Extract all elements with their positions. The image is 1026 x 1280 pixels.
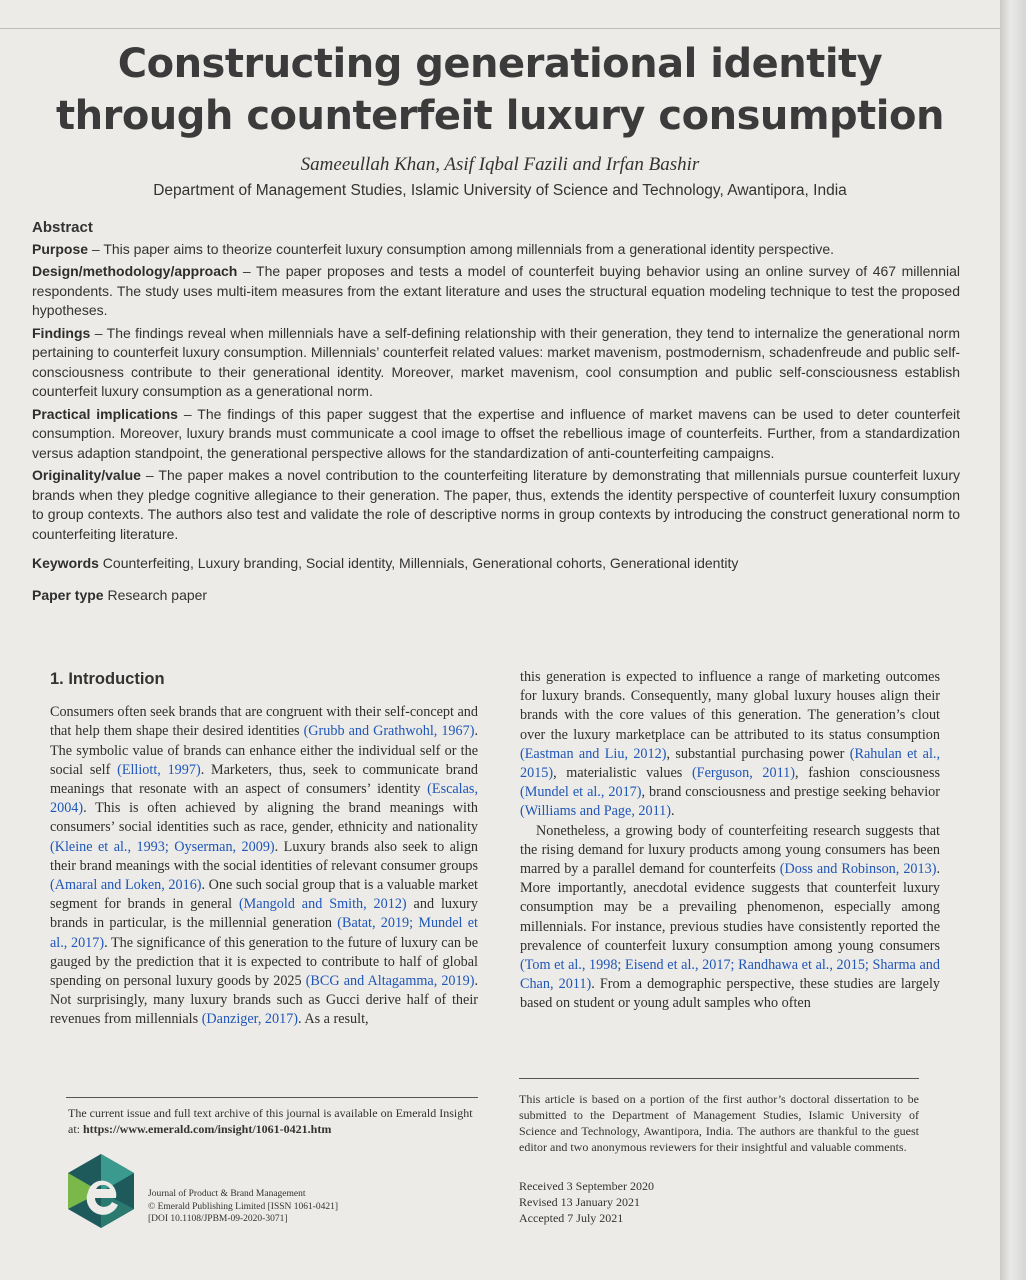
intro-heading: 1. Introduction [50, 670, 165, 688]
keywords-text: Counterfeiting, Luxury branding, Social identity, Millennials, Generational cohorts, Generational identity [98, 555, 739, 571]
citation-link[interactable]: (Mundel et al., 2017) [520, 784, 642, 801]
design-text: – The paper proposes and tests a model of counterfeit buying behavior using an online survey of 467 millennial respondents. The study uses multi-item measures from the extant literature and uses the structural equation modeling technique to test the proposed hypotheses. [32, 263, 960, 318]
originality-label: Originality/value [32, 467, 141, 483]
body-text: . This is often achieved by aligning the brand meanings with consumers’ social identities such as race, gender, ethnicity and nationality [50, 800, 478, 836]
intro-column-left [50, 670, 478, 1030]
journal-doi: [DOI 10.1108/JPBM-09-2020-3071] [148, 1214, 288, 1224]
body-text: , substantial purchasing power [666, 745, 850, 762]
abstract-heading: Abstract [32, 219, 93, 236]
archive-note-text: The current issue and full text archive of this journal is available on Emerald Insight at: [68, 1106, 473, 1136]
body-text: , fashion consciousness [795, 765, 940, 782]
top-rule [0, 28, 1000, 29]
archive-url-link[interactable]: https://www.emerald.com/insight/1061-0421.htm [83, 1122, 332, 1136]
abstract-originality [32, 466, 960, 544]
abstract-practical [32, 405, 960, 464]
abstract-findings [32, 324, 960, 402]
paper-type-text: Research paper [103, 586, 208, 603]
journal-publisher: © Emerald Publishing Limited [ISSN 1061-0421] [148, 1201, 339, 1212]
abstract-purpose [32, 240, 960, 260]
citation-link[interactable]: (Elliott, 1997) [117, 761, 201, 778]
body-text: . More importantly, anecdotal evidence suggests that counterfeit luxury consumption may be a prevailing phenomenon, especially among millennials. For instance, previous studies have consistently reported the prevalence of counterfeit luxury consumption among young consumers [520, 861, 940, 954]
author-affiliation: Department of Management Studies, Islamic University of Science and Technology, Awantipora, India [153, 182, 847, 199]
citation-link[interactable]: (Batat, 2019; Mundel et al., 2017) [50, 915, 478, 951]
screen-edge [1000, 0, 1026, 1280]
citation-link[interactable]: (Grubb and Grathwohl, 1967) [303, 723, 475, 740]
abstract-section [32, 218, 960, 608]
body-text: , brand consciousness and prestige seeking behavior [641, 784, 940, 801]
citation-link[interactable]: (Doss and Robinson, 2013) [779, 861, 937, 878]
citation-link[interactable]: (Ferguson, 2011) [691, 765, 795, 782]
body-text: Consumers often seek brands that are congruent with their self-concept and that help them shape their desired identities [50, 704, 478, 740]
paper-title: Constructing generational identity through counterfeit luxury consumption [56, 41, 944, 139]
keywords-label: Keywords [32, 555, 99, 571]
body-text: . The symbolic value of brands can enhance either the individual self or the social self [50, 723, 478, 778]
purpose-text: – This paper aims to theorize counterfeit luxury consumption among millennials from a generational identity perspective. [88, 240, 835, 257]
footnote-rule-left [66, 1097, 478, 1098]
article-dates [519, 1178, 819, 1226]
findings-label: Findings [32, 324, 91, 341]
paper-authors: Sameeullah Khan, Asif Iqbal Fazili and Irfan Bashir [300, 154, 700, 175]
citation-link[interactable]: (Kleine et al., 1993; Oyserman, 2009) [50, 838, 275, 855]
findings-text: – The findings reveal when millennials have a self-defining relationship with their generation, they tend to internalize the generational norm pertaining to counterfeit luxury consumption. Millennials’ counterfeit related values: market mavenism, postmodernism, schadenfreude and public self-consciousness contribute to their generational identity. Moreover, market mavenism, cool consumption and public self-consciousness establish counterfeit luxury consumption as a generational norm. [32, 324, 960, 399]
emerald-logo-icon [66, 1152, 136, 1230]
paper-type-label: Paper type [32, 586, 104, 603]
body-text: . [671, 803, 675, 820]
citation-link[interactable]: (Amaral and Loken, 2016) [50, 877, 202, 894]
journal-info [148, 1188, 448, 1226]
body-text: , materialistic values [553, 765, 692, 782]
body-text: this generation is expected to influence a range of marketing outcomes for luxury brands. Consequently, many global luxury houses align their brands with the core values of this generation. The generation’s clout over the luxury marketplace can be attributed to its status consumption [520, 669, 940, 743]
accepted-date: Accepted 7 July 2021 [519, 1211, 624, 1225]
revised-date: Revised 13 January 2021 [519, 1195, 640, 1209]
citation-link[interactable]: (Mangold and Smith, 2012) [238, 896, 407, 913]
citation-link[interactable]: (Danziger, 2017) [201, 1011, 299, 1028]
abstract-design [32, 262, 960, 321]
intro-paragraph-2 [520, 668, 940, 822]
received-date: Received 3 September 2020 [519, 1179, 654, 1193]
body-text: and luxury brands in particular, is the millennial generation [50, 896, 478, 932]
intro-column-right [520, 668, 940, 1014]
journal-archive-note [68, 1105, 478, 1137]
practical-label: Practical implications [32, 405, 178, 422]
body-text: . The significance of this generation to the future of luxury can be gauged by the prediction that it is expected to contribute to half of global spending on personal luxury goods by 2025 [50, 934, 478, 990]
body-text: . Not surprisingly, many luxury brands such as Gucci derive half of their revenues from millennials [50, 973, 478, 1028]
design-label: Design/methodology/approach [32, 263, 238, 279]
practical-text: – The findings of this paper suggest that the expertise and influence of market mavens can be used to deter counterfeit consumption. Moreover, luxury brands must communicate a cool image to offset the rebellious image of counterfeits. Further, from a standardization versus adaption standpoint, the generational perspective allows for the standardization of anti-counterfeiting campaigns. [32, 405, 960, 461]
originality-text: – The paper makes a novel contribution to the counterfeiting literature by demonstrating that millennials pursue counterfeit luxury brands when they pledge cognitive allegiance to their generation. The paper, thus, extends the identity perspective of counterfeit luxury consumption to group contexts. The authors also test and validate the role of descriptive norms in group contexts by introducing the construct generational norm to counterfeiting literature. [32, 467, 960, 542]
citation-link[interactable]: (Tom et al., 1998; Eisend et al., 2017; Randhawa et al., 2015; Sharma and Chan, 2011) [520, 957, 940, 993]
body-text: Nonetheless, a growing body of counterfeiting research suggests that the rising demand for luxury products among young consumers has been marred by a parallel demand for counterfeits [520, 822, 940, 878]
body-text: . As a result, [298, 1011, 369, 1028]
citation-link[interactable]: (BCG and Altagamma, 2019) [305, 973, 475, 990]
journal-name: Journal of Product & Brand Management [148, 1189, 306, 1199]
paper-type [32, 586, 960, 606]
citation-link[interactable]: (Escalas, 2004) [50, 781, 478, 817]
citation-link[interactable]: (Williams and Page, 2011) [520, 803, 671, 820]
keywords [32, 554, 960, 574]
body-text: . Marketers, thus, seek to communicate brand meanings that resonate with an aspect of consumers’ identity [50, 761, 479, 798]
body-text: . From a demographic perspective, these studies are largely based on student or young adult samples who often [520, 976, 940, 1012]
citation-link[interactable]: (Rahulan et al., 2015) [520, 745, 941, 782]
dissertation-note: This article is based on a portion of the first author’s doctoral dissertation to be submitted to the Department of Management Studies, Islamic University of Science and Technology, Awantipora, India. The authors are thankful to the guest editor and two anonymous reviewers for their insightful and valuable comments. [519, 1092, 919, 1154]
intro-paragraph-3 [520, 822, 940, 1014]
footnote-rule-right [519, 1078, 919, 1079]
body-text: . One such social group that is a valuable market segment for brands in general [50, 877, 478, 913]
body-text: . Luxury brands also seek to align their brand meanings with the social identities of relevant consumer groups [50, 838, 479, 874]
intro-paragraph-1 [50, 703, 478, 1029]
citation-link[interactable]: (Eastman and Liu, 2012) [520, 745, 667, 762]
purpose-label: Purpose [32, 240, 89, 257]
